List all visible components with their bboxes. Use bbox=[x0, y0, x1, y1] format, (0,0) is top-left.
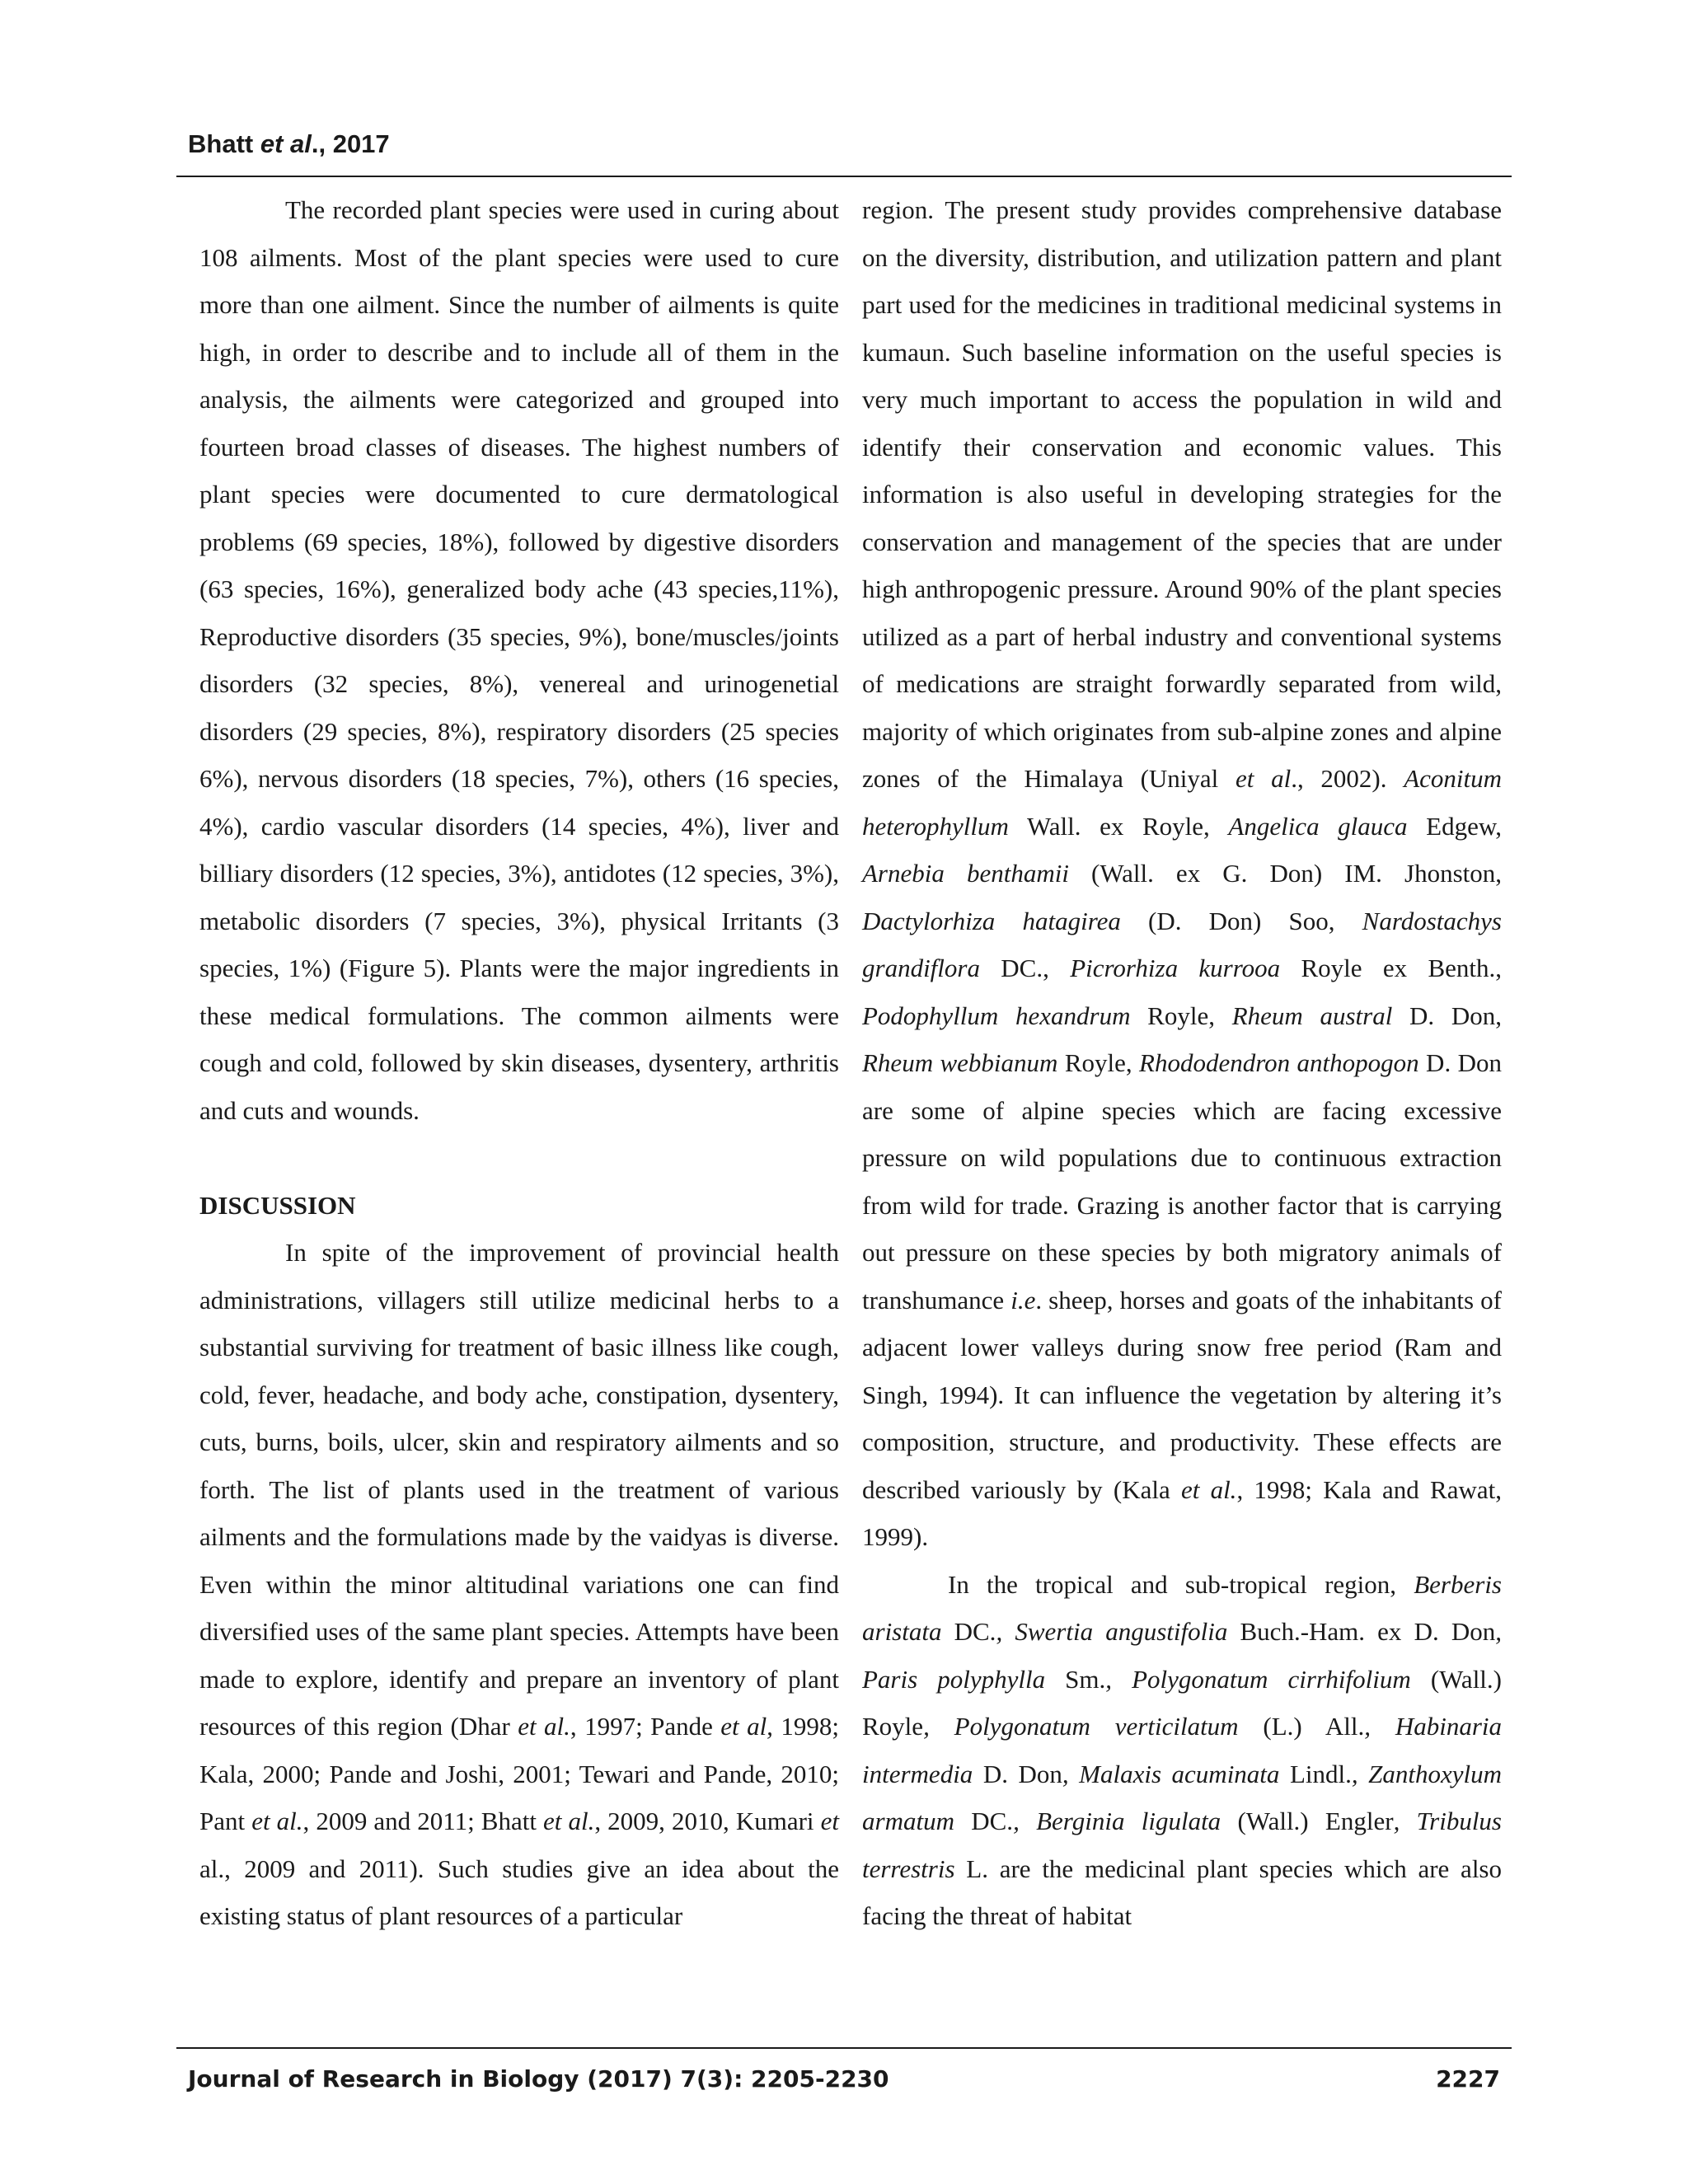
discussion-continued-paragraph: region. The present study provides comprehensive database on the diversity, distribution, and utilization pattern and plant part used for the medicines in traditional medicinal systems in kumaun. Such baseline information on the useful species is very much important to access the population in wild and identify their conservation and economic values. This information is also useful in developing strategies for the conservation and management of the species that are under high anthropogenic pressure. Around 90% of the plant species utilized as a part of herbal industry and conventional systems of medications are straight forwardly separated from wild, majority of which originates from sub-alpine zones and alpine zones of the Himalaya (Uniyal et al., 2002). Aconitum heterophyllum Wall. ex Royle, Angelica glauca Edgew, Arnebia benthamii (Wall. ex G. Don) IM. Jhonston, Dactylorhiza hatagirea (D. Don) Soo, Nardostachys grandiflora DC., Picrorhiza kurrooa Royle ex Benth., Podophyllum hexandrum Royle, Rheum austral D. Don, Rheum webbianum Royle, Rhododendron anthopogon D. Don are some of alpine species which are facing excessive pressure on wild populations due to continuous extraction from wild for trade. Grazing is another factor that is carrying out pressure on these species by both migratory animals of transhumance i.e. sheep, horses and goats of the inhabitants of adjacent lower valleys during snow free period (Ram and Singh, 1994). It can influence the vegetation by altering it’s composition, structure, and productivity. These effects are described variously by (Kala et al., 1998; Kala and Rawat, 1999). bbox=[862, 195, 1502, 1551]
running-head-author: Bhatt bbox=[188, 129, 260, 158]
discussion-heading: DISCUSSION bbox=[199, 1190, 356, 1220]
footer-rule bbox=[176, 2047, 1512, 2049]
results-paragraph: The recorded plant species were used in curing about 108 ailments. Most of the plant species were used to cure more than one ailment. Since the number of ailments is quite high, in order to describe and to include all of them in the analysis, the ailments were categorized and grouped into fourteen broad classes of diseases. The highest numbers of plant species were documented to cure dermatological problems (69 species, 18%), followed by digestive disorders (63 species, 16%), generalized body ache (43 species,11%), Reproductive disorders (35 species, 9%), bone/muscles/joints disorders (32 species, 8%), venereal and urinogenetial disorders (29 species, 8%), respiratory disorders (25 species 6%), nervous disorders (18 species, 7%), others (16 species, 4%), cardio vascular disorders (14 species, 4%), liver and billiary disorders (12 species, 3%), antidotes (12 species, 3%), metabolic disorders (7 species, 3%), physical Irritants (3 species, 1%) (Figure 5). Plants were the major ingredients in these medical formulations. The common ailments were cough and cold, followed by skin diseases, dysentery, arthritis and cuts and wounds. bbox=[199, 195, 839, 1125]
running-head bbox=[188, 124, 390, 165]
section-gap bbox=[199, 1134, 839, 1182]
running-head-year: ., 2017 bbox=[311, 129, 390, 158]
page-number: 2227 bbox=[1436, 2065, 1500, 2093]
right-column bbox=[862, 186, 1502, 1940]
left-column bbox=[199, 186, 839, 1940]
discussion-paragraph: In spite of the improvement of provincial health administrations, villagers still utilize medicinal herbs to a substantial surviving for treatment of basic illness like cough, cold, fever, headache, and body ache, constipation, dysentery, cuts, burns, boils, ulcer, skin and respiratory ailments and so forth. The list of plants used in the treatment of various ailments and the formulations made by the vaidyas is diverse. Even within the minor altitudinal variations one can find diversified uses of the same plant species. Attempts have been made to explore, identify and prepare an inventory of plant resources of this region (Dhar et al., 1997; Pande et al, 1998; Kala, 2000; Pande and Joshi, 2001; Tewari and Pande, 2010; Pant et al., 2009 and 2011; Bhatt et al., 2009, 2010, Kumari et al., 2009 and 2011). Such studies give an idea about the existing status of plant resources of a particular bbox=[199, 1238, 839, 1930]
tropical-species-paragraph: In the tropical and sub-tropical region, Berberis aristata DC., Swertia angustifolia Buch.-Ham. ex D. Don, Paris polyphylla Sm., Polygonatum cirrhifolium (Wall.) Royle, Polygonatum verticilatum (L.) All., Habinaria intermedia D. Don, Malaxis acuminata Lindl., Zanthoxylum armatum DC., Berginia ligulata (Wall.) Engler, Tribulus terrestris L. are the medicinal plant species which are also facing the threat of habitat bbox=[862, 1569, 1503, 1930]
footer-journal-citation: Journal of Research in Biology (2017) 7(3): 2205-2230 bbox=[188, 2065, 889, 2093]
running-head-etal: et al bbox=[260, 129, 312, 158]
header-rule bbox=[176, 176, 1512, 177]
